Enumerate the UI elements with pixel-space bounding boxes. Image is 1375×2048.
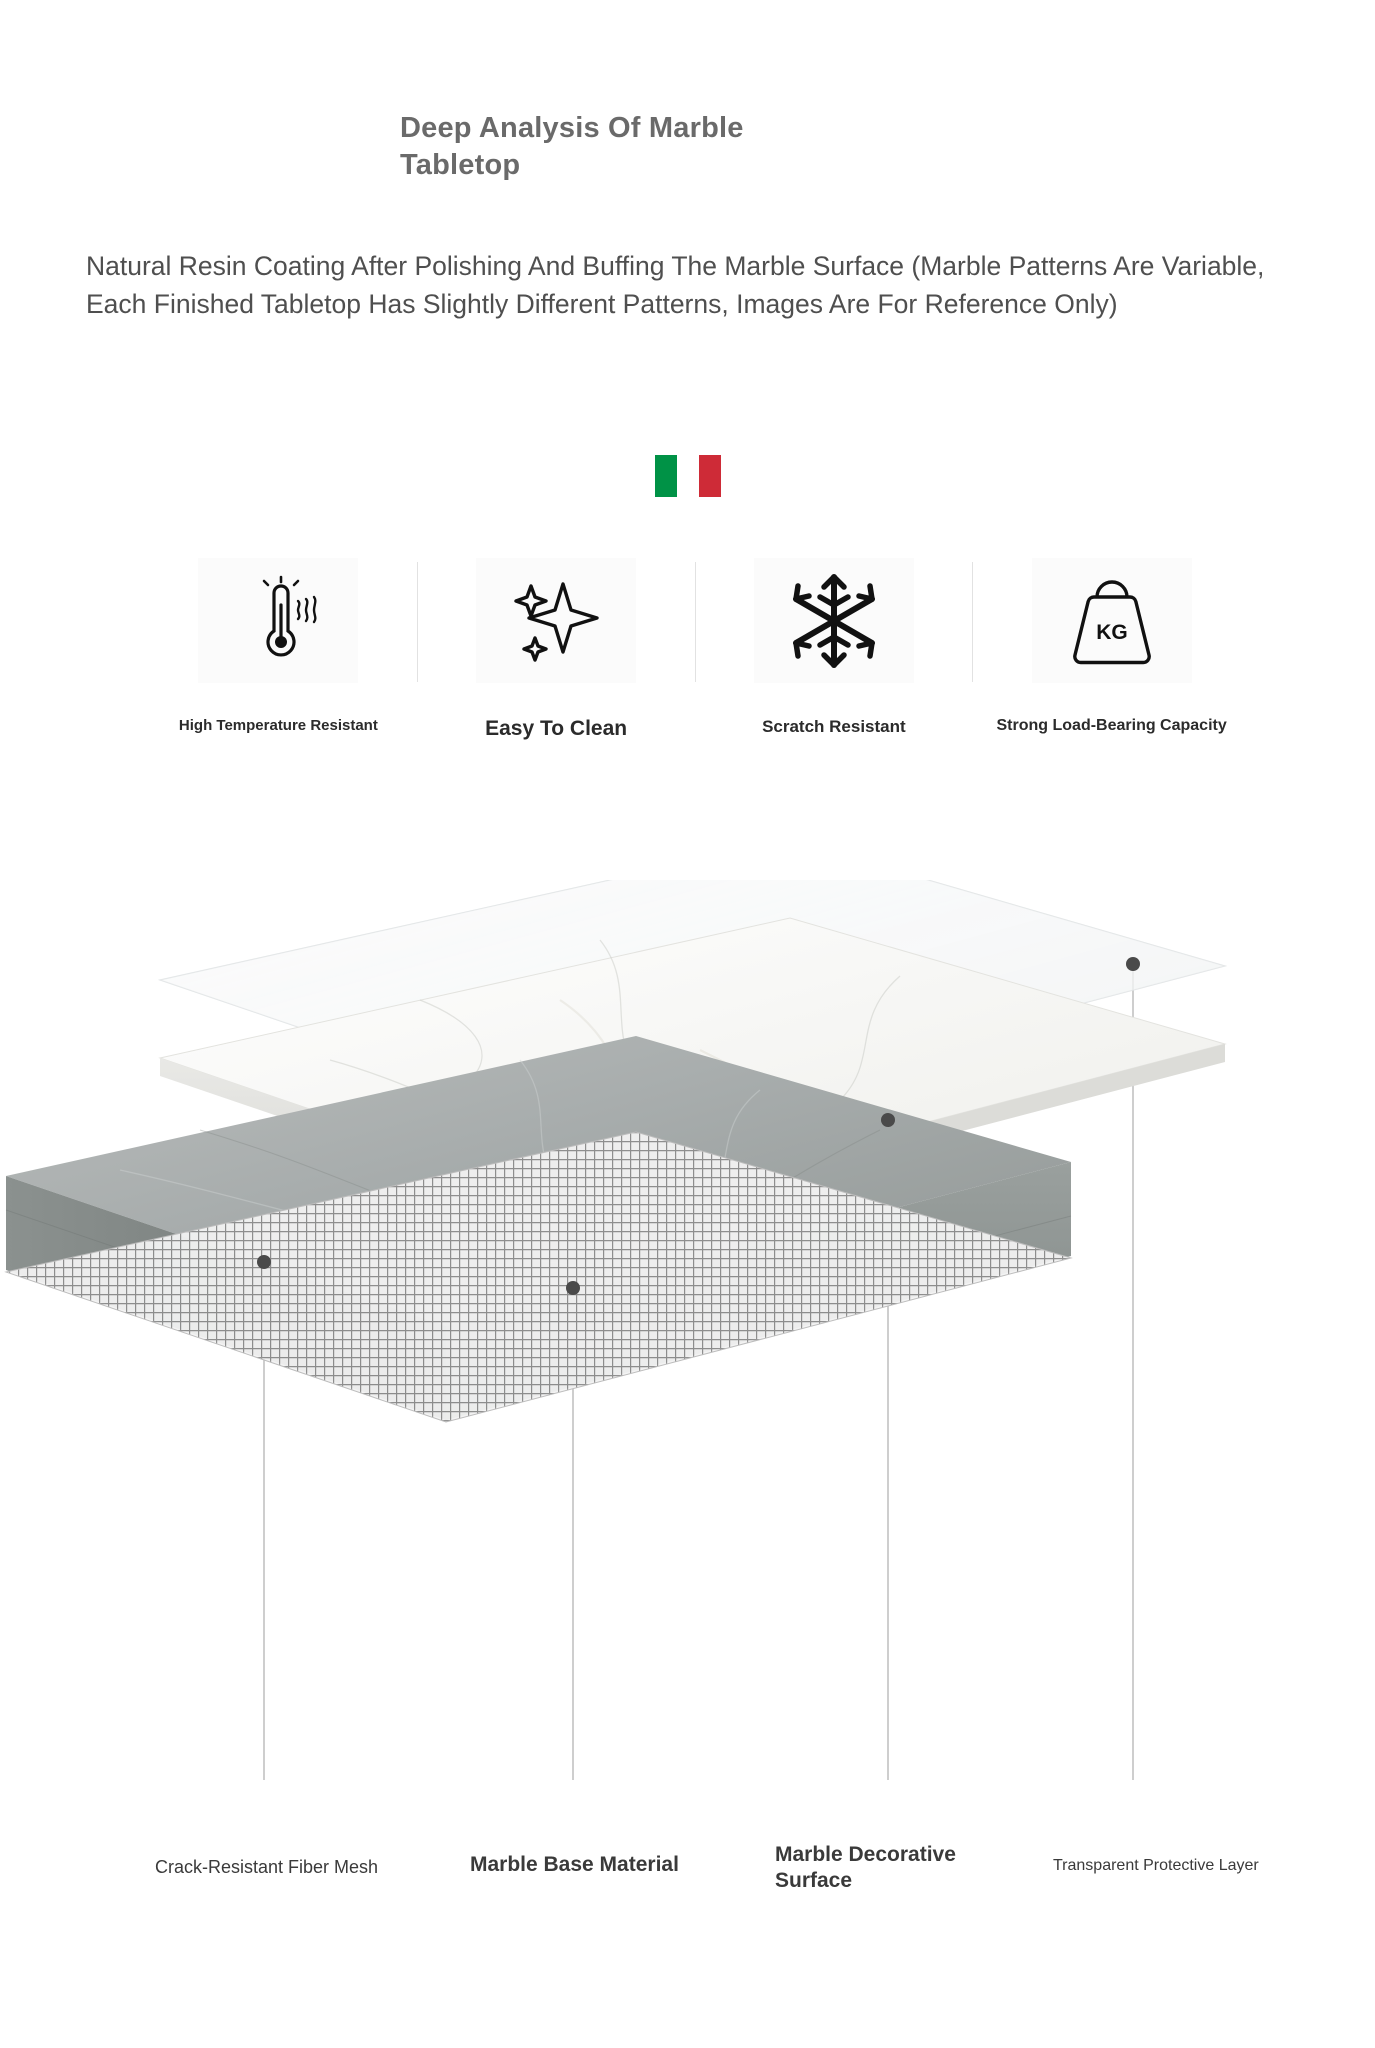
feature-label: Easy To Clean (485, 717, 628, 740)
feature-scratch-resistant (696, 552, 973, 782)
feature-label: High Temperature Resistant (178, 717, 378, 734)
feature-strong-load-bearing (973, 552, 1250, 782)
page-title: Deep Analysis Of Marble Tabletop (400, 112, 744, 182)
sparkle-clean-icon (476, 558, 636, 683)
page-description: Natural Resin Coating After Polishing And Buffing The Marble Surface (Marble Patterns Are Variable, Each Finished Tabletop Has Slightly Different Patterns, Images Are For Reference Only) (86, 251, 1265, 319)
weight-kg-icon (1032, 558, 1192, 683)
thermometer-heat-icon (198, 558, 358, 683)
layer-label-transparent-protective-layer: Transparent Protective Layer (1053, 1857, 1259, 1874)
layer-label-crack-resistant-fiber-mesh: Crack-Resistant Fiber Mesh (155, 1857, 379, 1877)
italy-flag-icon (655, 455, 721, 497)
feature-label: Scratch Resistant (762, 717, 906, 736)
weight-badge-text: KG (1095, 620, 1128, 644)
layer-label-list (0, 1838, 1375, 1948)
layer-label-marble-base-material: Marble Base Material (470, 1853, 679, 1876)
marble-tabletop-exploded-view (0, 880, 1375, 1780)
feature-high-temperature-resistant (140, 552, 417, 782)
feature-list (140, 552, 1250, 782)
feature-label: Strong Load-Bearing Capacity (996, 717, 1227, 734)
feature-easy-to-clean (418, 552, 695, 782)
layer-label-marble-decorative-surface: Marble Decorative Surface (775, 1843, 956, 1893)
snowflake-icon (754, 558, 914, 683)
